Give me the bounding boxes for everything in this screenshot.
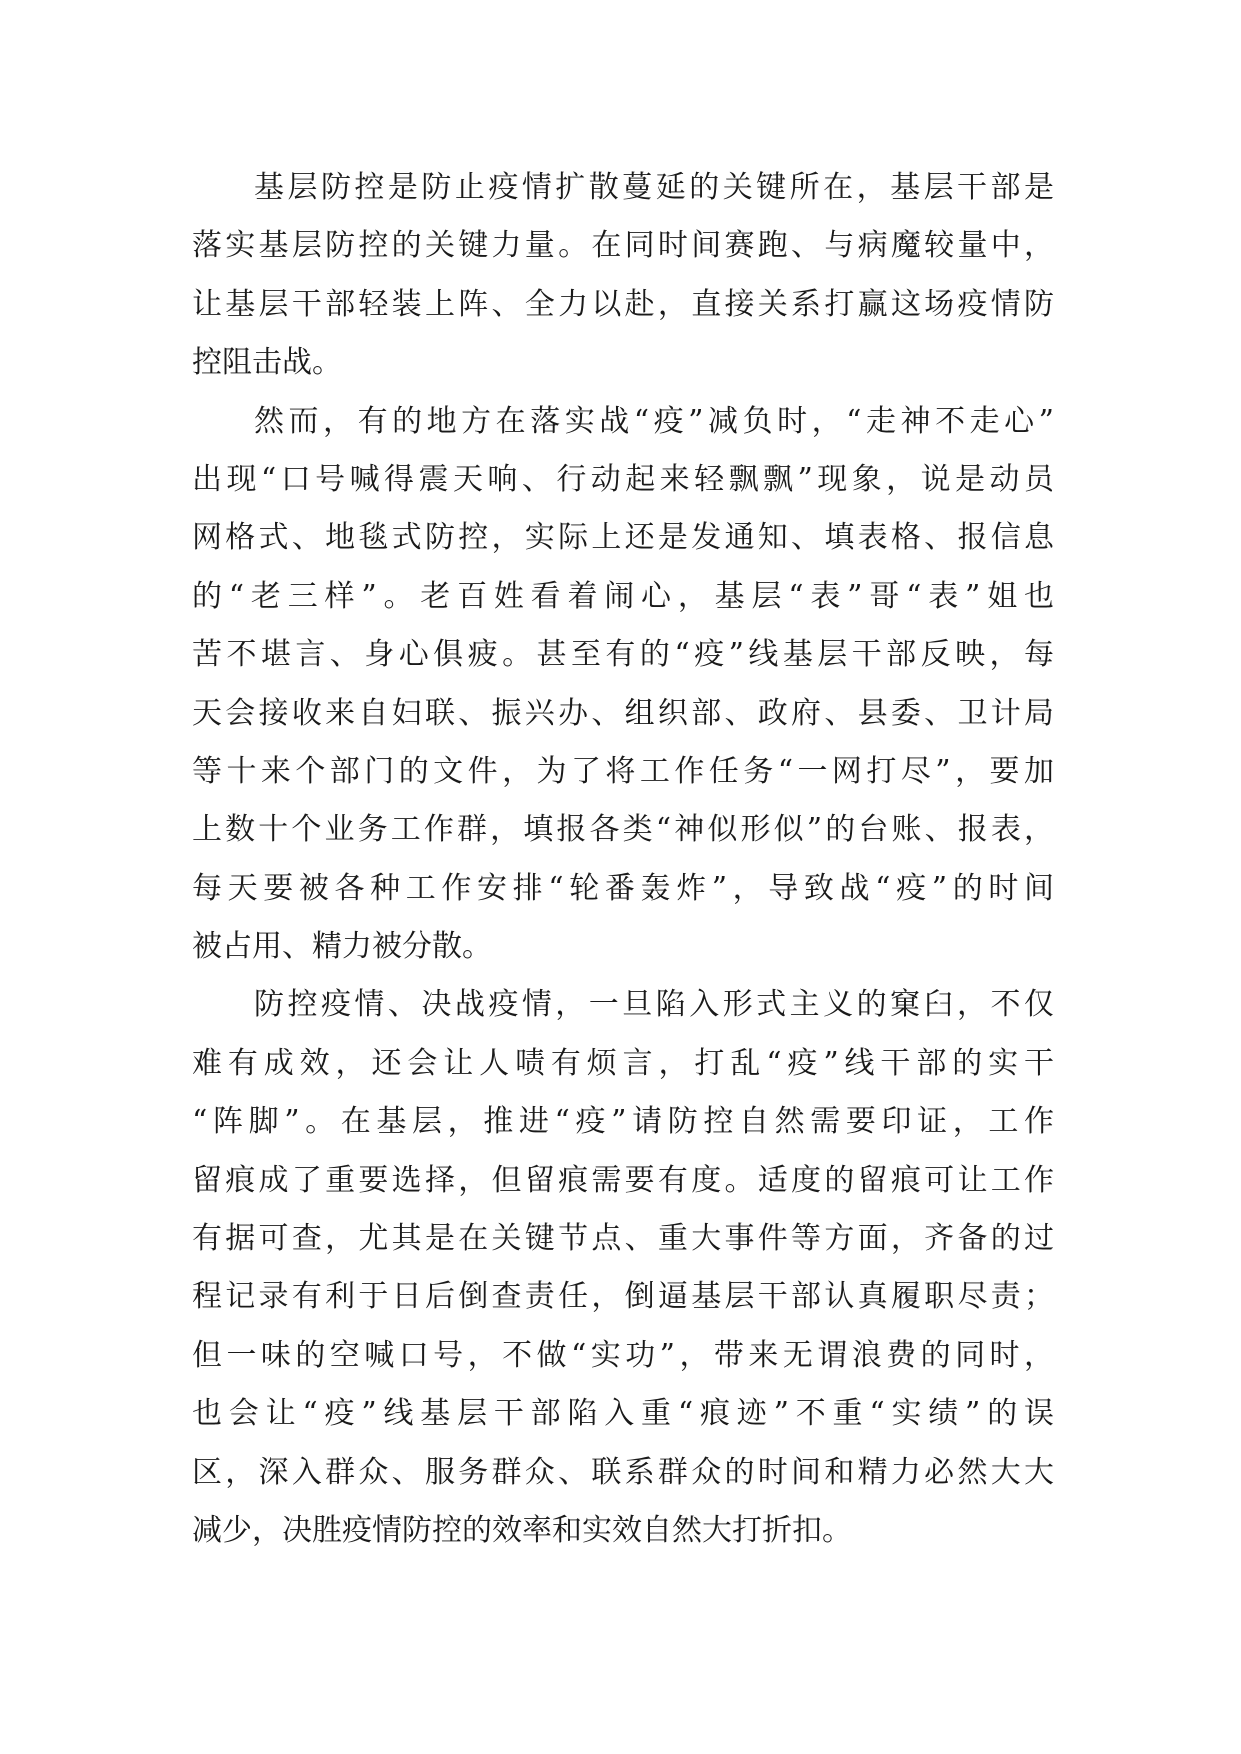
text-line: 网格式、地毯式防控，实际上还是发通知、填表格、报信息 xyxy=(192,520,1054,556)
document-body xyxy=(192,159,1054,1560)
text-line: 减少，决胜疫情防控的效率和实效自然大打折扣。 xyxy=(192,1512,852,1548)
text-line: 等十来个部门的文件，为了将工作任务“一网打尽”，要加 xyxy=(192,753,1054,789)
text-line: 被占用、精力被分散。 xyxy=(192,929,492,965)
text-line: 难有成效，还会让人啧有烦言，打乱“疫”线干部的实干 xyxy=(192,1045,1054,1081)
text-line: 然而，有的地方在落实战“疫”减负时，“走神不走心” xyxy=(254,403,1054,439)
text-line: 区，深入群众、服务群众、联系群众的时间和精力必然大大 xyxy=(192,1454,1054,1490)
paragraph-1 xyxy=(192,159,1054,393)
text-line: 控阻击战。 xyxy=(192,345,342,381)
text-line: 有据可查，尤其是在关键节点、重大事件等方面，齐备的过 xyxy=(192,1221,1054,1257)
text-line: 上数十个业务工作群，填报各类“神似形似”的台账、报表， xyxy=(192,812,1054,848)
text-line: “阵脚”。在基层，推进“疫”请防控自然需要印证，工作 xyxy=(192,1104,1054,1140)
text-line: 落实基层防控的关键力量。在同时间赛跑、与病魔较量中， xyxy=(192,228,1054,264)
text-line: 的“老三样”。老百姓看着闹心，基层“表”哥“表”姐也 xyxy=(192,578,1054,614)
text-line: 但一味的空喊口号，不做“实功”，带来无谓浪费的同时， xyxy=(192,1337,1054,1373)
text-line: 程记录有利于日后倒查责任，倒逼基层干部认真履职尽责； xyxy=(192,1279,1054,1315)
text-line: 天会接收来自妇联、振兴办、组织部、政府、县委、卫计局 xyxy=(192,695,1054,731)
text-line: 让基层干部轻装上阵、全力以赴，直接关系打赢这场疫情防 xyxy=(192,286,1054,322)
paragraph-2 xyxy=(192,393,1054,977)
paragraph-3 xyxy=(192,976,1054,1560)
text-line: 每天要被各种工作安排“轮番轰炸”，导致战“疫”的时间 xyxy=(192,870,1054,906)
text-line: 基层防控是防止疫情扩散蔓延的关键所在，基层干部是 xyxy=(254,170,1054,205)
text-line: 留痕成了重要选择，但留痕需要有度。适度的留痕可让工作 xyxy=(192,1162,1054,1198)
text-line: 苦不堪言、身心俱疲。甚至有的“疫”线基层干部反映，每 xyxy=(192,637,1054,673)
text-line: 出现“口号喊得震天响、行动起来轻飘飘”现象，说是动员 xyxy=(192,461,1054,497)
text-line: 防控疫情、决战疫情，一旦陷入形式主义的窠臼，不仅 xyxy=(254,987,1054,1023)
text-line: 也会让“疫”线基层干部陷入重“痕迹”不重“实绩”的误 xyxy=(192,1396,1054,1432)
